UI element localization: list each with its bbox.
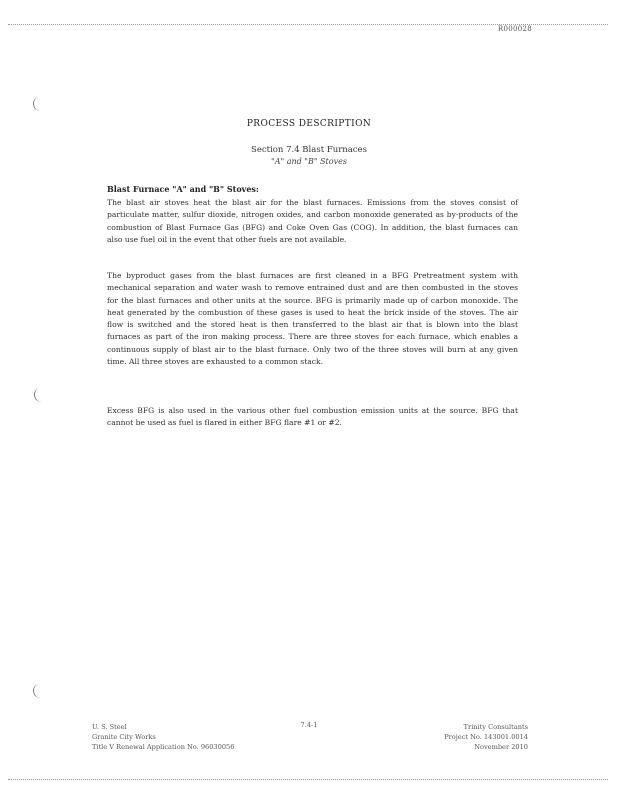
footer-company: U. S. Steel bbox=[92, 723, 127, 731]
punch-hole-mark bbox=[32, 683, 46, 699]
footer-application: Title V Renewal Application No. 96030056 bbox=[92, 743, 235, 751]
punch-hole-mark bbox=[33, 387, 47, 403]
paragraph: Excess BFG is also used in the various other fuel combustion emission units at the source. BFG that cannot be used as fuel is flared in either BFG flare #1 or #2. bbox=[107, 406, 518, 428]
page-number: 7.4-1 bbox=[300, 721, 318, 729]
footer-facility: Granite City Works bbox=[92, 733, 156, 741]
paragraph: The byproduct gases from the blast furnaces are first cleaned in a BFG Pretreatment system with mechanical separation and water wash to remove entrained dust and are then combusted in the stoves for the blast furnaces and other units at the source. BFG is primarily made up of carbon monoxide. The heat generated by the combustion of these gases is used to heat the brick inside of the stoves. The air flow is switched and the stored heat is then transferred to the blast air that is blown into the blast furnaces as part of the iron making process. There are three stoves for each furnace, which enables a continuous supply of blast air to the blast furnace. Only two of the three stoves will burn at any given time. All three stoves are exhausted to a common stack. bbox=[107, 271, 518, 367]
footer-consultant: Trinity Consultants bbox=[463, 723, 528, 731]
footer-date: November 2010 bbox=[474, 743, 528, 751]
page-id: R000028 bbox=[497, 25, 532, 33]
scan-edge-bottom bbox=[8, 779, 608, 780]
page-title: PROCESS DESCRIPTION bbox=[246, 119, 372, 129]
subsection-title: "A" and "B" Stoves bbox=[271, 157, 347, 166]
footer-right bbox=[444, 722, 528, 752]
punch-hole-mark bbox=[32, 96, 46, 112]
paragraph: The blast air stoves heat the blast air for the blast furnaces. Emissions from the stoves consist of particulate matter, sulfur dioxide, nitrogen oxides, and carbon monoxide generated as by-products of the combustion of Blast Furnace Gas (BFG) and Coke Oven Gas (COG). In addition, the blast furnaces can also use fuel oil in the event that other fuels are not available. bbox=[107, 198, 518, 244]
section-title: Section 7.4 Blast Furnaces bbox=[251, 145, 367, 155]
paragraph-heading: Blast Furnace "A" and "B" Stoves: bbox=[107, 184, 259, 194]
footer-project-number: Project No. 143001.0014 bbox=[444, 733, 528, 741]
